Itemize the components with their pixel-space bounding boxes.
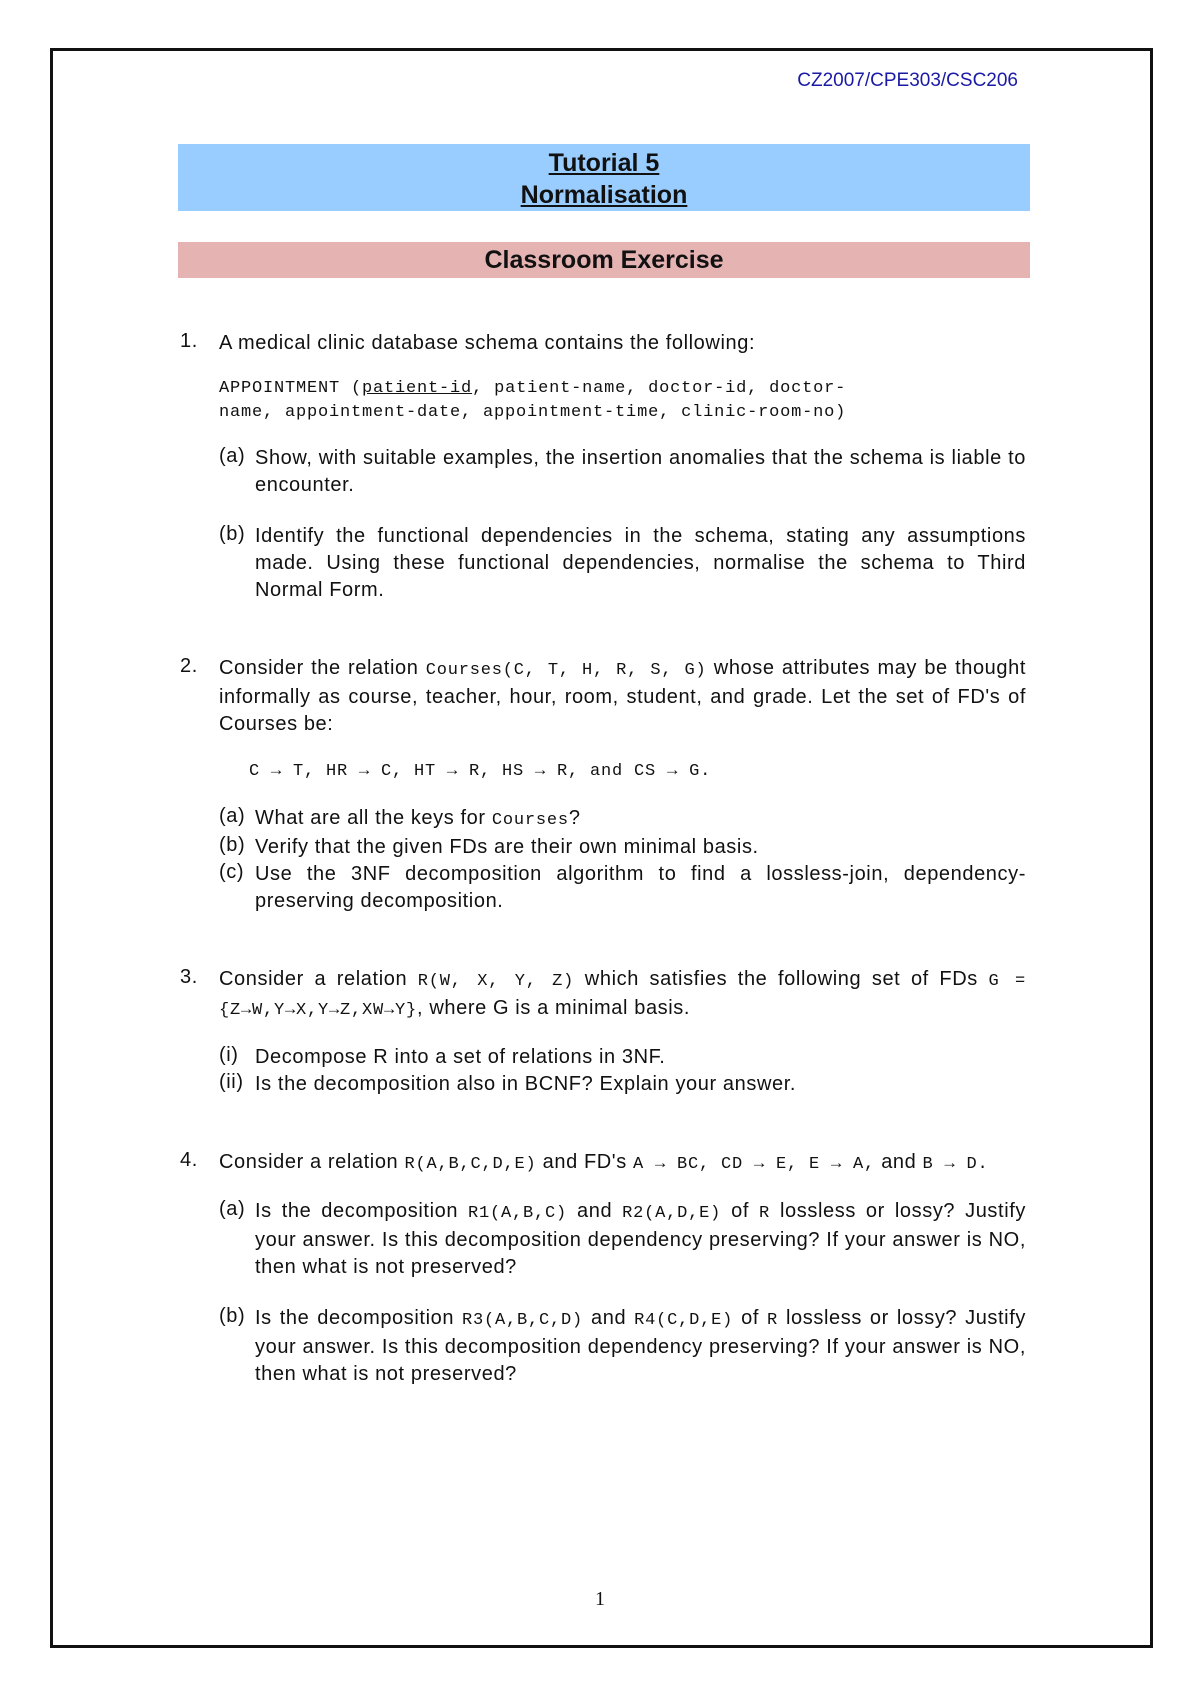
question-number: 1. (180, 330, 198, 352)
question-text: Consider the relation Courses(C, T, H, R, S, G) whose attributes may be thought informally as course, teacher, hour, room, student, and grade. Let the set of FD's of Courses be: (219, 657, 1027, 735)
question-number: 4. (180, 1149, 198, 1171)
section-banner: Classroom Exercise (178, 242, 1030, 278)
sub-question-ii: (ii) Is the decomposition also in BCNF? Explain your answer. (219, 1071, 797, 1095)
sub-question-b: (b) Verify that the given FDs are their own minimal basis. (219, 834, 759, 858)
tutorial-title: Tutorial 5 (548, 149, 660, 177)
question-number: 3. (180, 966, 198, 988)
schema-definition: APPOINTMENT (patient-id, patient-name, doctor-id, doctor- name, appointment-date, appointment-time, clinic-room-no) (219, 379, 847, 422)
sub-question-i: (i) Decompose R into a set of relations in 3NF. (219, 1044, 666, 1068)
functional-dependencies: C → T, HR → C, HT → R, HS → R, and CS → G. (249, 762, 712, 781)
course-code: CZ2007/CPE303/CSC206 (797, 70, 1018, 91)
tutorial-subtitle: Normalisation (520, 181, 688, 209)
question-text: Consider a relation R(W, X, Y, Z) which satisfies the following set of FDs G ={Z→W,Y→X,Y→Z,XW→Y}, where G is a minimal basis. (219, 968, 1026, 1020)
sub-question-b: (b) Is the decomposition R3(A,B,C,D) and R4(C,D,E) of R lossless or lossy? Justify your answer. Is this decomposition dependency preserving? If your answer is NO, then what is not preserved? (219, 1305, 1026, 1385)
question-2 (180, 655, 1026, 915)
question-intro: A medical clinic database schema contains the following: (219, 332, 756, 354)
primary-key: patient-id (362, 379, 473, 398)
questions (180, 330, 1026, 1388)
question-3 (180, 966, 1026, 1098)
sub-question-b: (b) Identify the functional dependencies in the schema, stating any assumptions made. Using these functional dependencies, normalise the schema to Third Normal Form. (219, 523, 1026, 601)
sub-question-a: (a) What are all the keys for Courses? (219, 805, 581, 830)
sub-question-c: (c) Use the 3NF decomposition algorithm to find a lossless-join, dependency-preserving decomposition. (219, 861, 1026, 912)
question-4 (180, 1149, 1026, 1388)
question-text: Consider a relation R(A,B,C,D,E) and FD's A → BC, CD → E, E → A, and B → D. (219, 1151, 989, 1174)
page-number: 1 (595, 1588, 605, 1610)
question-1 (180, 330, 1026, 604)
sub-question-a: (a) Is the decomposition R1(A,B,C) and R2(A,D,E) of R lossless or lossy? Justify your answer. Is this decomposition dependency preserving? If your answer is NO, then what is not preserved? (219, 1198, 1026, 1278)
question-number: 2. (180, 655, 198, 677)
sub-question-a: (a) Show, with suitable examples, the insertion anomalies that the schema is liable to encounter. (219, 445, 1026, 496)
title-banner (178, 144, 1030, 211)
